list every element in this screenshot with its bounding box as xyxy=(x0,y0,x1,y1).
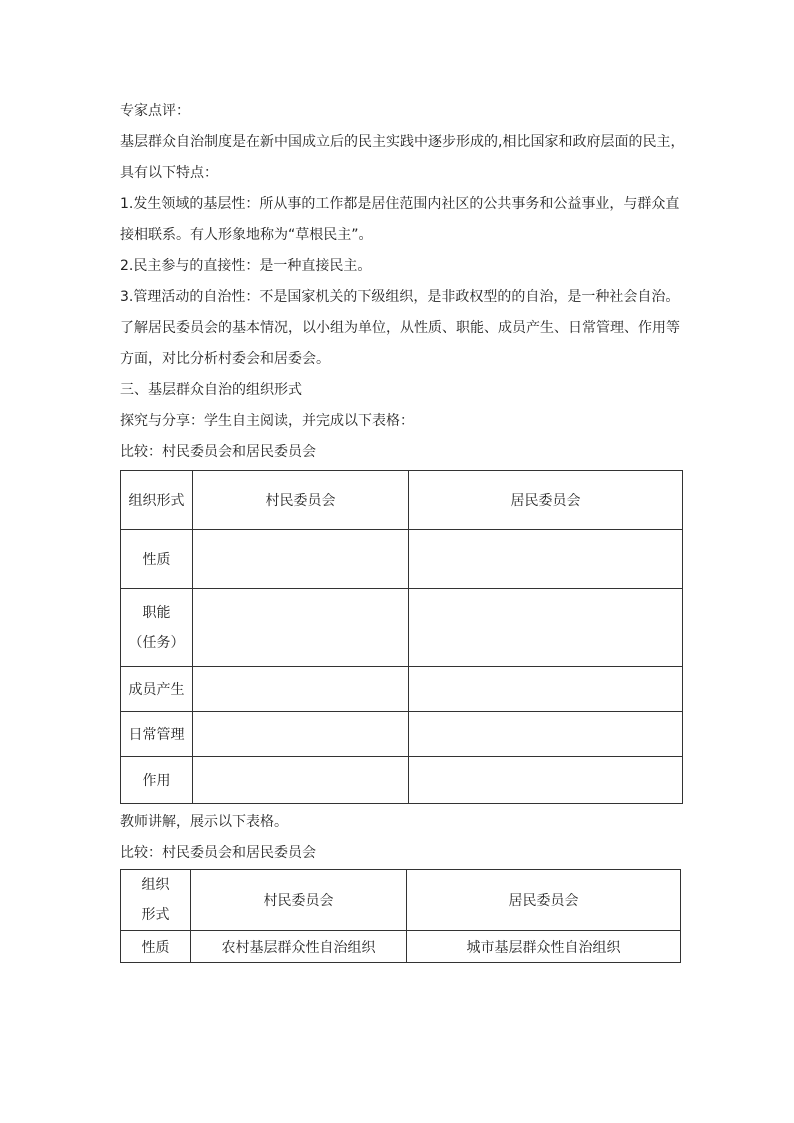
paragraph-line: 具有以下特点： xyxy=(120,165,218,181)
blank-cell xyxy=(193,589,409,667)
header-label-line: 组织 xyxy=(141,877,170,893)
table-row xyxy=(121,757,683,804)
header-label-line: 形式 xyxy=(141,907,170,923)
point-1-line: 1.发生领域的基层性：所从事的工作都是居住范围内社区的公共事务和公益事业，与群众直 xyxy=(120,196,680,212)
expert-comment-heading: 专家点评： xyxy=(120,103,190,119)
header-cell: 组织形式 xyxy=(121,471,193,530)
comparison-table-filled xyxy=(120,869,681,963)
blank-cell xyxy=(193,667,409,712)
table-caption: 比较：村民委员会和居民委员会 xyxy=(120,845,316,861)
row-label-line: （任务） xyxy=(128,634,185,651)
table-row xyxy=(121,589,683,667)
table-row xyxy=(121,931,681,963)
row-label: 日常管理 xyxy=(121,712,193,757)
blank-cell xyxy=(409,667,683,712)
table-row xyxy=(121,667,683,712)
row-label-line: 职能 xyxy=(142,604,171,621)
blank-cell xyxy=(193,712,409,757)
header-cell: 村民委员会 xyxy=(191,870,407,931)
section-title: 三、基层群众自治的组织形式 xyxy=(120,382,302,398)
comparison-table-blank xyxy=(120,470,683,804)
intro-text xyxy=(120,96,690,468)
activity-instruction: 探究与分享：学生自主阅读，并完成以下表格： xyxy=(120,413,414,429)
point-1-line: 接相联系。有人形象地称为“草根民主”。 xyxy=(120,227,373,243)
table-row xyxy=(121,530,683,589)
row-label: 作用 xyxy=(121,757,193,804)
table-header-row xyxy=(121,870,681,931)
row-label xyxy=(121,589,193,667)
teacher-note: 教师讲解，展示以下表格。 xyxy=(120,814,288,830)
header-cell: 居民委员会 xyxy=(409,471,683,530)
blank-cell xyxy=(409,757,683,804)
header-cell xyxy=(121,870,191,931)
table-header-row xyxy=(121,471,683,530)
header-cell: 居民委员会 xyxy=(407,870,681,931)
paragraph-line: 基层群众自治制度是在新中国成立后的民主实践中逐步形成的,相比国家和政府层面的民主， xyxy=(120,134,685,150)
header-cell: 村民委员会 xyxy=(193,471,409,530)
blank-cell xyxy=(193,530,409,589)
blank-cell xyxy=(409,589,683,667)
table-row xyxy=(121,712,683,757)
row-label: 性质 xyxy=(121,931,191,963)
table-cell: 农村基层群众性自治组织 xyxy=(191,931,407,963)
point-2-line: 2.民主参与的直接性：是一种直接民主。 xyxy=(120,258,372,274)
row-label: 性质 xyxy=(121,530,193,589)
blank-cell xyxy=(193,757,409,804)
row-label: 成员产生 xyxy=(121,667,193,712)
table-caption: 比较：村民委员会和居民委员会 xyxy=(120,444,316,460)
blank-cell xyxy=(409,530,683,589)
paragraph-line: 方面，对比分析村委会和居委会。 xyxy=(120,351,330,367)
blank-cell xyxy=(409,712,683,757)
point-3-line: 3.管理活动的自治性：不是国家机关的下级组织，是非政权型的的自治，是一种社会自治。 xyxy=(120,289,680,305)
table-cell: 城市基层群众性自治组织 xyxy=(407,931,681,963)
paragraph-line: 了解居民委员会的基本情况，以小组为单位，从性质、职能、成员产生、日常管理、作用等 xyxy=(120,320,680,336)
